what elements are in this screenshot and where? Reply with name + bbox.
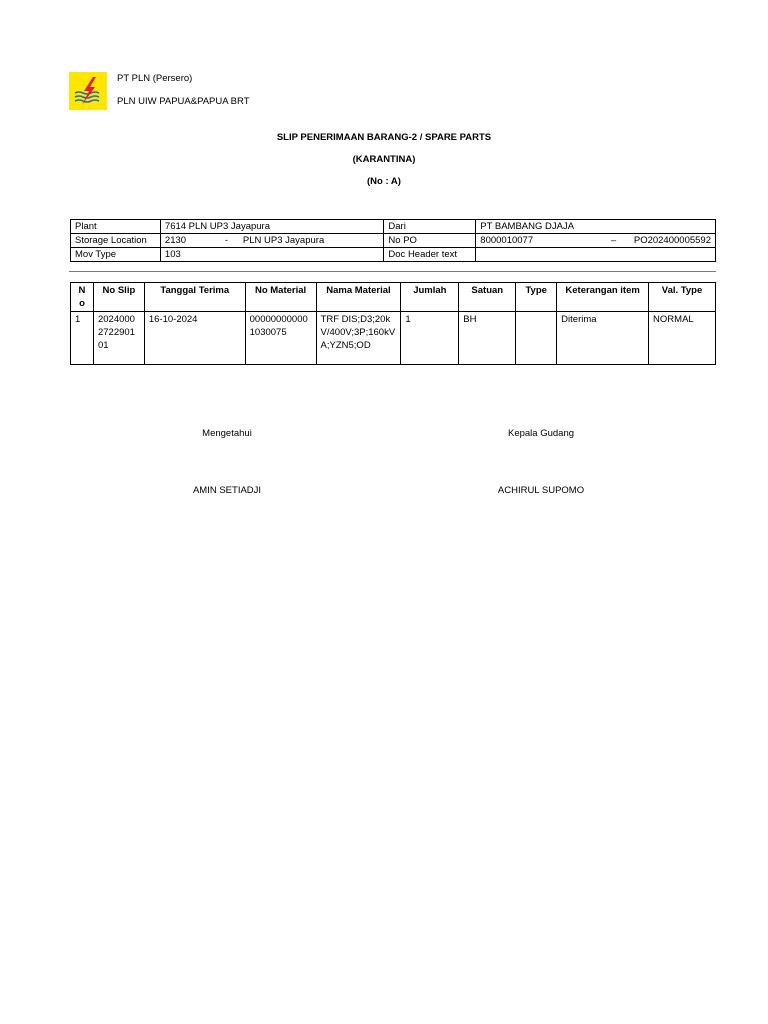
cell-jumlah: 1 [401, 312, 459, 365]
storage-name: PLN UP3 Jayapura [242, 235, 325, 246]
nopo-label: No PO [384, 234, 476, 248]
column-header-val-type: Val. Type [649, 283, 716, 312]
dari-label: Dari [384, 220, 476, 234]
nopo-reference: PO202400005592 [633, 235, 711, 246]
plant-value: 7614 PLN UP3 Jayapura [160, 220, 384, 234]
company-name: PT PLN (Persero) [117, 73, 193, 84]
cell-type [516, 312, 557, 365]
items-table [70, 282, 716, 365]
storage-code: 2130 [164, 235, 187, 246]
movtype-value: 103 [160, 248, 384, 262]
signature-left-name: AMIN SETIADJI [192, 485, 262, 496]
column-header-no-material: No Material [245, 283, 316, 312]
nopo-number: 8000010077 [480, 235, 534, 246]
document-title: SLIP PENERIMAAN BARANG-2 / SPARE PARTS [276, 132, 492, 143]
column-header-type: Type [516, 283, 557, 312]
column-header-no: N o [71, 283, 94, 312]
column-header-nama-material: Nama Material [316, 283, 401, 312]
divider-line [69, 271, 716, 272]
storage-value [160, 234, 384, 248]
cell-no-slip: 2024000272290101 [93, 312, 144, 365]
table-row [71, 312, 716, 365]
movtype-label: Mov Type [71, 248, 161, 262]
cell-tanggal-terima: 16-10-2024 [144, 312, 245, 365]
cell-val-type: NORMAL [649, 312, 716, 365]
pln-logo-icon [69, 72, 107, 110]
info-row-plant [71, 220, 716, 234]
document-number: (No : A) [367, 176, 401, 187]
cell-satuan: BH [459, 312, 516, 365]
cell-no: 1 [71, 312, 94, 365]
cell-keterangan-item: Diterima [557, 312, 649, 365]
docheader-label: Doc Header text [384, 248, 476, 262]
column-header-satuan: Satuan [459, 283, 516, 312]
info-table [70, 219, 716, 262]
docheader-value [476, 248, 716, 262]
column-header-jumlah: Jumlah [401, 283, 459, 312]
signature-right-role: Kepala Gudang [507, 428, 575, 439]
storage-separator: - [224, 235, 229, 246]
items-header-row [71, 283, 716, 312]
cell-no-material: 000000000001030075 [245, 312, 316, 365]
plant-label: Plant [71, 220, 161, 234]
info-row-storage [71, 234, 716, 248]
nopo-separator: – [610, 235, 617, 246]
company-unit: PLN UIW PAPUA&PAPUA BRT [117, 96, 250, 107]
nopo-value [476, 234, 716, 248]
signature-left-role: Mengetahui [202, 428, 252, 439]
signature-right-name: ACHIRUL SUPOMO [497, 485, 585, 496]
document-subtitle: (KARANTINA) [352, 154, 416, 165]
column-header-tanggal-terima: Tanggal Terima [144, 283, 245, 312]
dari-value: PT BAMBANG DJAJA [476, 220, 716, 234]
column-header-no-slip: No Slip [93, 283, 144, 312]
info-row-movtype [71, 248, 716, 262]
storage-label: Storage Location [71, 234, 161, 248]
cell-nama-material: TRF DIS;D3;20kV/400V;3P;160kVA;YZN5;OD [316, 312, 401, 365]
column-header-keterangan-item: Keterangan item [557, 283, 649, 312]
